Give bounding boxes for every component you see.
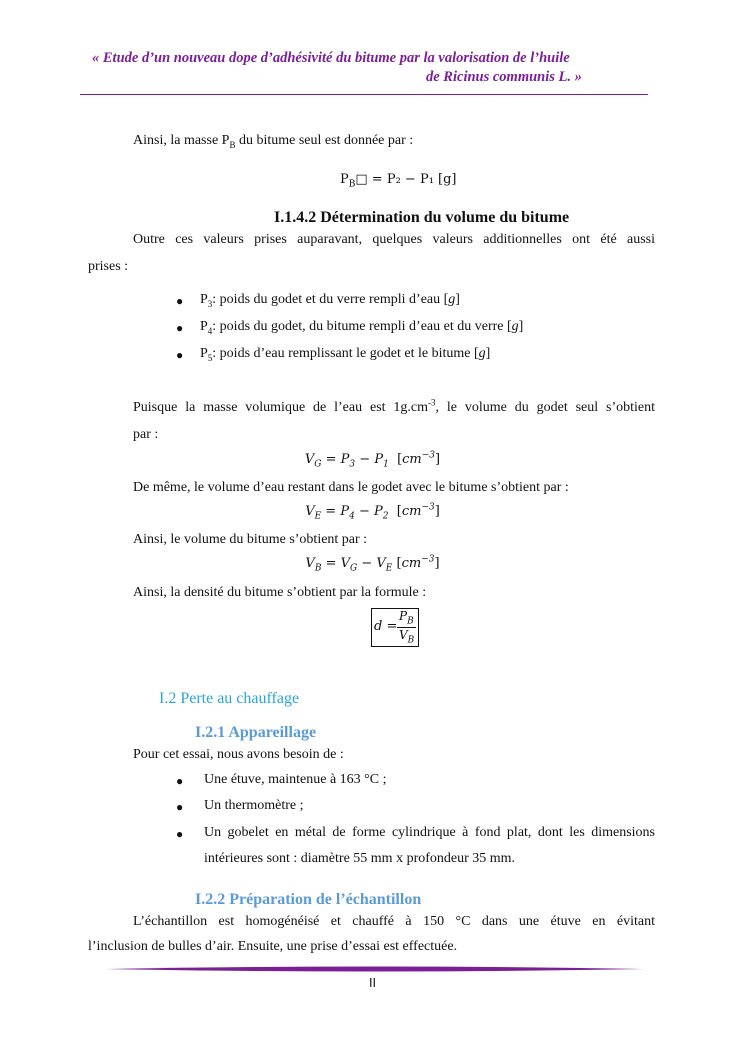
density-symbol: d =	[374, 619, 398, 634]
paragraph-ainsi-volume: Ainsi, le volume du bitume s’obtient par :	[133, 532, 368, 547]
list-item-gobelet-line2: intérieures sont : diamètre 55 mm x profondeur 35 mm.	[204, 851, 516, 866]
bullet-dot: ●	[176, 800, 184, 814]
list-item-gobelet-line1: Un gobelet en métal de forme cylindrique à fond plat, dont les dimensions	[204, 825, 655, 840]
list-item-etuve: Une étuve, maintenue à 163 °C ;	[204, 772, 387, 787]
section-heading-1-2-2: I.2.2 Préparation de l’échantillon	[195, 891, 422, 908]
list-item-thermometre: Un thermomètre ;	[204, 798, 304, 813]
footer-divider	[105, 965, 645, 973]
section-heading-1-2-1: I.2.1 Appareillage	[195, 724, 317, 741]
paragraph-masse: Ainsi, la masse $P_B$ du bitume seul est donnée par :	[133, 133, 414, 150]
paragraph-outre-line2: prises :	[88, 259, 129, 274]
equation-vb: $V_B = V_G - V_E$ $[cm^{-3}]$	[305, 554, 440, 574]
density-denominator: $V_B$	[399, 628, 415, 646]
running-header-line1: « Etude d’un nouveau dope d’adhésivité du bitume par la valorisation de l’huile	[92, 50, 570, 66]
paragraph-pour: Pour cet essai, nous avons besoin de :	[133, 747, 344, 762]
equation-ve: $V_E = P_4 - P_2$ $[cm^{-3}]$	[305, 502, 440, 522]
equation-pb: $P_B□ = P_2 - P_1$ [g]	[340, 172, 457, 190]
paragraph-echantillon-line1: L’échantillon est homogénéisé et chauffé à 150 °C dans une étuve en évitant	[133, 914, 655, 929]
section-heading-1-1-4-2: I.1.4.2 Détermination du volume du bitume	[274, 209, 570, 226]
paragraph-ainsi-densite: Ainsi, la densité du bitume s’obtient par la formule :	[133, 585, 427, 600]
equation-vg: $V_G = P_3 - P_1$ $[cm^{-3}]$	[304, 450, 441, 470]
list-item-p4: $P_4$: poids du godet, du bitume rempli d’eau et du verre [g]	[200, 319, 524, 336]
page-number: II	[368, 976, 377, 990]
bullet-dot: ●	[176, 827, 184, 841]
paragraph-dememe: De même, le volume d’eau restant dans le godet avec le bitume s’obtient par :	[133, 480, 569, 495]
density-numerator: $P_B$	[399, 609, 414, 627]
bullet-dot: ●	[176, 348, 184, 362]
paragraph-echantillon-line2: l’inclusion de bulles d’air. Ensuite, une prise d’essai est effectuée.	[88, 939, 458, 954]
paragraph-outre-line1: Outre ces valeurs prises auparavant, quelques valeurs additionnelles ont été aussi	[133, 232, 655, 247]
bullet-dot: ●	[176, 321, 184, 335]
paragraph-puisque-line1: Puisque la masse volumique de l’eau est $1g.cm^{-3}$, le volume du godet seul s’obtient	[133, 397, 656, 415]
list-item-p3: $P_3$: poids du godet et du verre rempli d’eau [g]	[200, 292, 460, 309]
bullet-dot: ●	[176, 774, 184, 788]
list-item-p5: $P_5$: poids d’eau remplissant le godet et le bitume [g]	[200, 346, 491, 363]
running-header-line2: de Ricinus communis L. »	[426, 69, 582, 85]
section-heading-1-2: I.2 Perte au chauffage	[159, 690, 300, 707]
equation-density-box	[371, 608, 419, 647]
paragraph-puisque-line2: par :	[133, 427, 159, 442]
bullet-dot: ●	[176, 294, 184, 308]
header-divider	[80, 94, 648, 95]
